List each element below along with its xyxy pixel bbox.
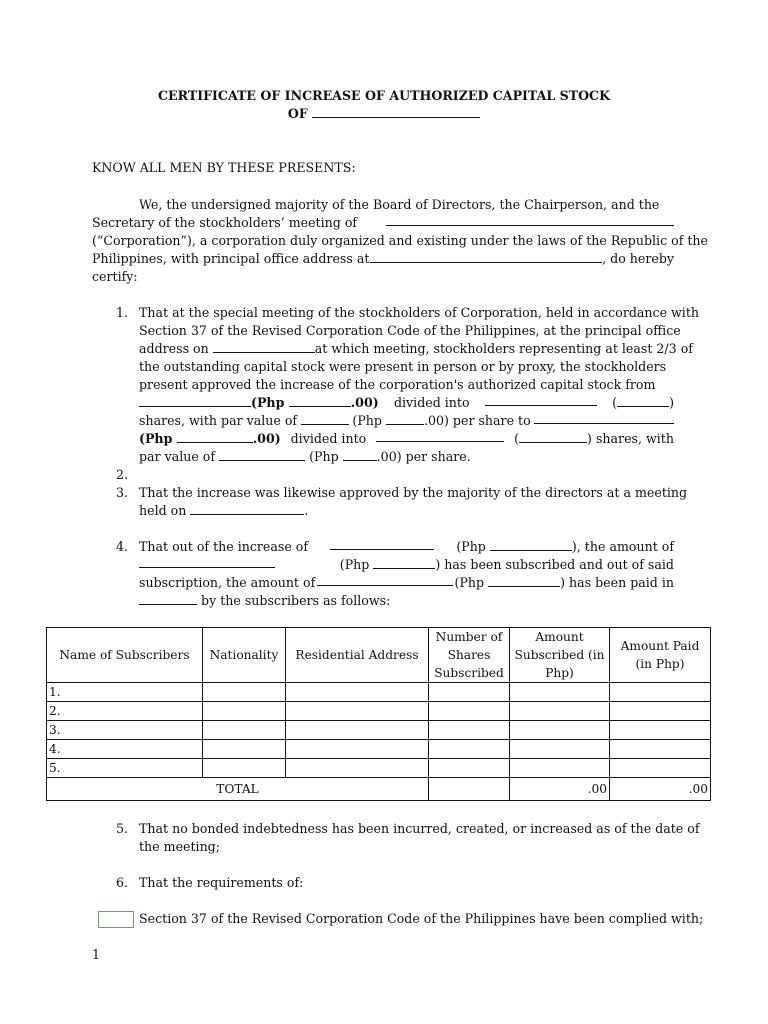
requirement-checkbox[interactable] <box>98 911 134 928</box>
item-text-part: by the subscribers as follows: <box>201 593 391 608</box>
item-text-part: held on <box>139 503 187 518</box>
total-label: TOTAL <box>47 778 429 801</box>
item-text-part: That out of the increase of <box>139 539 309 554</box>
item-line <box>139 592 674 610</box>
item-line: the outstanding capital stock were present in person or by proxy, the stockholders <box>139 359 667 374</box>
subscribed-amount-field[interactable] <box>373 557 435 569</box>
row-number-cell[interactable]: 1. <box>47 683 203 702</box>
paid-amount-field[interactable] <box>488 575 560 587</box>
total-paid-cell[interactable]: .00 <box>610 778 711 801</box>
para-line <box>92 250 674 268</box>
table-cell[interactable] <box>203 721 286 740</box>
para-text: Philippines, with principal office address at <box>92 251 370 266</box>
item-line <box>139 394 674 412</box>
table-cell[interactable] <box>429 683 510 702</box>
item-line <box>139 556 674 574</box>
item-text-part: address on <box>139 341 209 356</box>
item-line <box>139 412 674 430</box>
item-line: the meeting; <box>139 839 220 854</box>
row-number-cell[interactable]: 3. <box>47 721 203 740</box>
item-text-part: subscription, the amount of <box>139 575 316 590</box>
item-line: That at the special meeting of the stockholders of Corporation, held in accordance with <box>139 305 700 320</box>
item-text-part: (Php <box>456 539 486 554</box>
item-number: 1. <box>116 305 129 320</box>
new-capital-amount-field[interactable] <box>177 431 253 443</box>
table-cell[interactable] <box>203 759 286 778</box>
item-line <box>139 502 674 520</box>
paid-in-field[interactable] <box>139 593 197 605</box>
item-line: That no bonded indebtedness has been incurred, created, or increased as of the date of <box>139 821 700 836</box>
row-number-cell[interactable]: 4. <box>47 740 203 759</box>
item-text-part: (Php <box>454 575 485 590</box>
item-line: Section 37 of the Revised Corporation Code of the Philippines, at the principal office <box>139 323 681 338</box>
office-address-field[interactable] <box>370 251 602 263</box>
item-text-part: (Php <box>251 395 285 410</box>
item-number: 6. <box>116 875 129 890</box>
subtitle-prefix: OF <box>287 106 308 121</box>
column-header: Nationality <box>203 628 286 683</box>
table-cell[interactable] <box>610 721 711 740</box>
item-line <box>139 538 674 556</box>
item-text-part: .00) <box>350 395 379 410</box>
table-cell[interactable] <box>429 721 510 740</box>
para-text: , do hereby <box>602 251 674 266</box>
table-row <box>47 740 711 759</box>
paid-words-field[interactable] <box>317 574 453 586</box>
table-cell[interactable] <box>203 702 286 721</box>
new-shares-words-field[interactable] <box>376 430 504 442</box>
para-line: We, the undersigned majority of the Board of Directors, the Chairperson, and the <box>139 197 660 212</box>
new-par-words-field[interactable] <box>219 449 305 461</box>
column-header: Number of Shares Subscribed <box>429 628 510 683</box>
item-number: 5. <box>116 821 129 836</box>
directors-meeting-date-field[interactable] <box>190 503 304 515</box>
item-text-part: .00) <box>252 431 281 446</box>
table-cell[interactable] <box>510 721 610 740</box>
item-text-part: (Php <box>352 413 382 428</box>
item-text <box>139 874 674 892</box>
para-line <box>92 214 674 232</box>
document-subtitle <box>0 106 768 121</box>
table-cell[interactable] <box>203 740 286 759</box>
item-text-part: shares, with par value of <box>139 413 298 428</box>
intro-heading: KNOW ALL MEN BY THESE PRESENTS: <box>92 160 356 175</box>
item-text-part: .00) per share to <box>423 413 531 428</box>
old-capital-amount-field[interactable] <box>289 395 351 407</box>
para-line: (“Corporation”), a corporation duly organized and existing under the laws of the Republic of the <box>92 233 708 248</box>
new-shares-number-field[interactable] <box>519 431 587 443</box>
item-text-part: ) has been paid in <box>560 575 674 590</box>
checkbox-label: Section 37 of the Revised Corporation Code of the Philippines have been complied with; <box>139 911 704 926</box>
item-line: That the requirements of: <box>139 875 304 890</box>
item-text-part: ), the amount of <box>571 539 674 554</box>
item-text-part: at which meeting, stockholders representing at least 2/3 of <box>314 341 693 356</box>
table-cell[interactable] <box>286 683 429 702</box>
item-line <box>139 574 674 592</box>
para-text: Secretary of the stockholders’ meeting of <box>92 215 358 230</box>
corporation-name-field[interactable] <box>386 214 674 226</box>
old-shares-number-field[interactable] <box>617 395 669 407</box>
old-shares-words-field[interactable] <box>485 394 597 406</box>
row-number-cell[interactable]: 2. <box>47 702 203 721</box>
item-number: 4. <box>116 539 129 554</box>
table-cell[interactable] <box>429 740 510 759</box>
item-text-part: ) shares, with <box>587 431 674 446</box>
table-cell[interactable] <box>286 721 429 740</box>
new-capital-words-field[interactable] <box>534 412 674 424</box>
item-text-part: ) has been subscribed and out of said <box>435 557 674 572</box>
item-text <box>139 484 688 520</box>
new-par-amount-field[interactable] <box>343 449 377 461</box>
table-cell[interactable] <box>203 683 286 702</box>
item-line: present approved the increase of the corporation's authorized capital stock from <box>139 377 656 392</box>
total-shares-cell[interactable] <box>429 778 510 801</box>
item-text-part: ) <box>669 395 674 410</box>
item-line <box>139 448 674 466</box>
item-number: 3. <box>116 485 129 500</box>
item-line <box>139 340 693 358</box>
table-row <box>47 759 711 778</box>
table-cell[interactable] <box>510 740 610 759</box>
item-text-part: divided into <box>290 431 367 446</box>
item-line <box>139 430 674 448</box>
subscribers-table <box>46 627 711 801</box>
increase-amount-field[interactable] <box>490 539 572 551</box>
page-number: 1 <box>92 947 101 962</box>
old-capital-words-field[interactable] <box>139 395 251 407</box>
item-text-part: divided into <box>393 395 470 410</box>
item-line: That the increase was likewise approved by the majority of the directors at a meeting <box>139 485 688 500</box>
table-cell[interactable] <box>610 702 711 721</box>
item-text-part: ( <box>514 431 520 446</box>
row-number-cell[interactable]: 5. <box>47 759 203 778</box>
corporation-name-blank[interactable] <box>312 106 480 118</box>
table-row <box>47 702 711 721</box>
table-cell[interactable] <box>429 702 510 721</box>
subscribed-words-field[interactable] <box>139 556 275 568</box>
item-text-part: (Php <box>139 431 173 446</box>
table-row <box>47 683 711 702</box>
para-line: certify: <box>92 269 138 284</box>
column-header: Name of Subscribers <box>47 628 203 683</box>
item-text <box>139 304 700 466</box>
item-number: 2. <box>116 467 129 482</box>
item-text-part: (Php <box>309 449 339 464</box>
table-cell[interactable] <box>510 702 610 721</box>
table-header-row <box>47 628 711 683</box>
table-cell[interactable] <box>429 759 510 778</box>
table-cell[interactable] <box>610 683 711 702</box>
increase-words-field[interactable] <box>330 538 434 550</box>
table-row <box>47 721 711 740</box>
item-text-part: ( <box>612 395 618 410</box>
table-cell[interactable] <box>286 740 429 759</box>
total-row <box>47 778 711 801</box>
item-text <box>139 820 700 856</box>
table-cell[interactable] <box>510 759 610 778</box>
total-subscribed-cell[interactable]: .00 <box>510 778 610 801</box>
table-cell[interactable] <box>510 683 610 702</box>
item-text <box>139 538 674 610</box>
meeting-address-date-field[interactable] <box>213 341 315 353</box>
item-text-part: par value of <box>139 449 216 464</box>
item-text-part: (Php <box>339 557 370 572</box>
item-text-part: .00) per share. <box>376 449 471 464</box>
column-header: Residential Address <box>286 628 429 683</box>
old-par-words-field[interactable] <box>301 413 349 425</box>
table-cell[interactable] <box>610 759 711 778</box>
old-par-amount-field[interactable] <box>386 413 424 425</box>
opening-paragraph <box>92 196 708 286</box>
column-header: Amount Paid (in Php) <box>610 628 711 683</box>
table-cell[interactable] <box>286 759 429 778</box>
item-text-part: . <box>304 503 309 518</box>
table-cell[interactable] <box>286 702 429 721</box>
column-header: Amount Subscribed (in Php) <box>510 628 610 683</box>
document-title: CERTIFICATE OF INCREASE OF AUTHORIZED CAPITAL STOCK <box>157 88 611 103</box>
table-cell[interactable] <box>610 740 711 759</box>
